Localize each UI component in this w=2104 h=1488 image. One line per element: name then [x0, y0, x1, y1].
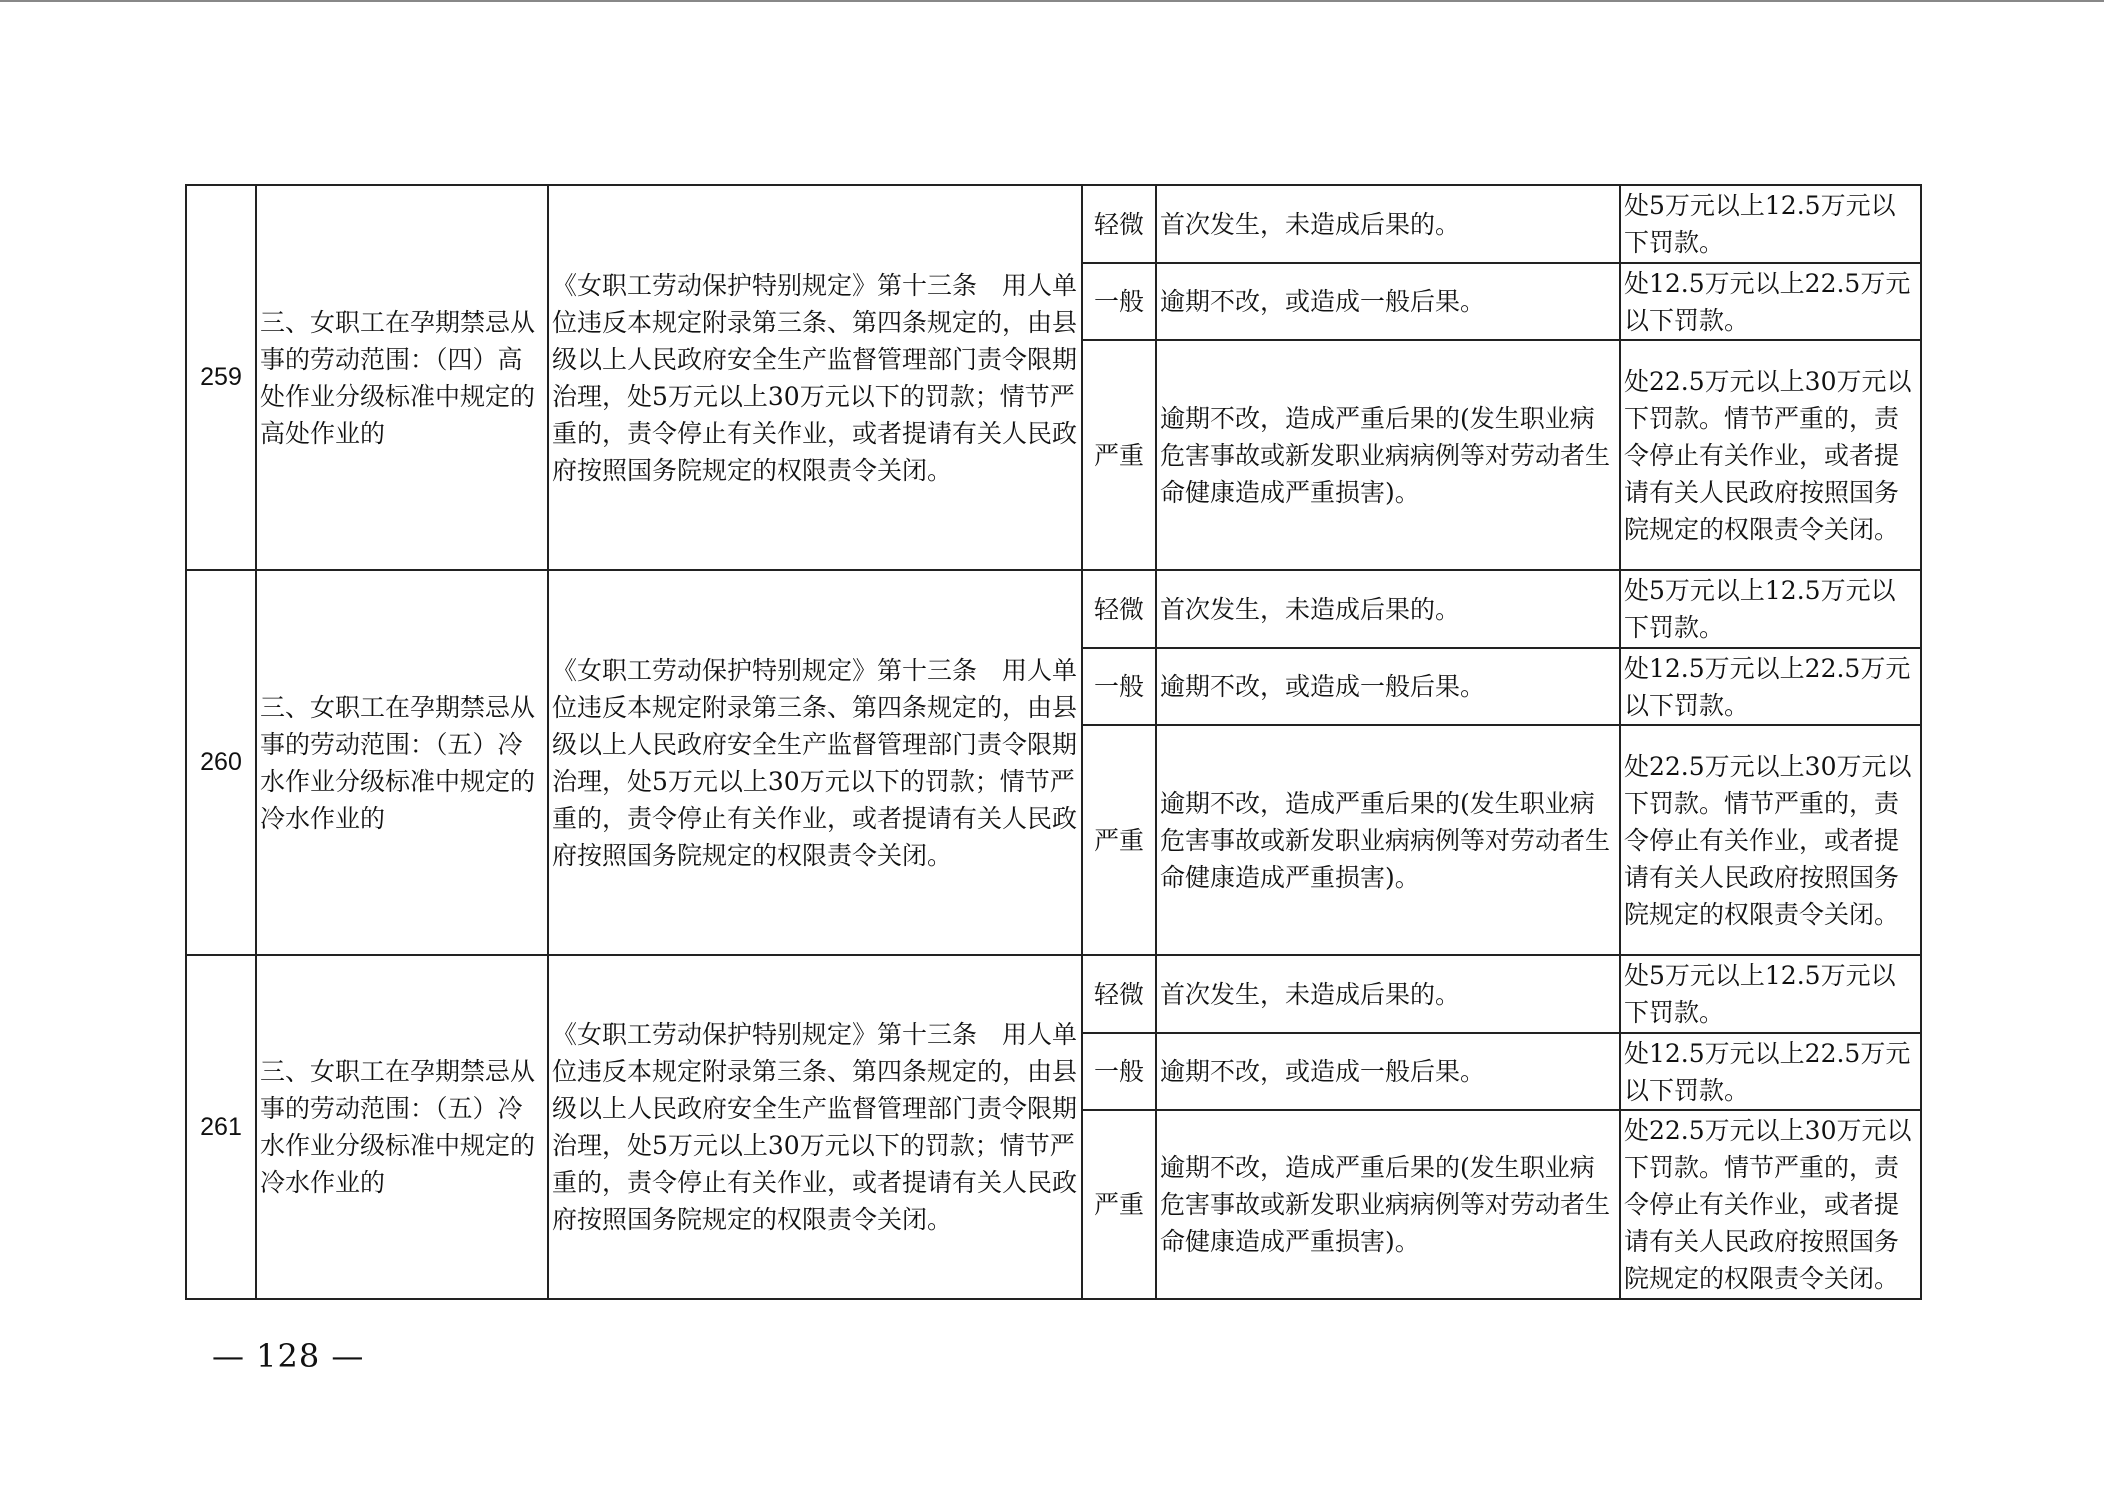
level-label: 一般: [1082, 1033, 1156, 1110]
level-label: 一般: [1082, 263, 1156, 340]
penalty-standard-table: [185, 184, 1922, 1300]
penalty: 处22.5万元以上30万元以下罚款。情节严重的，责令停止有关作业，或者提请有关人民政府按照国务院规定的权限责令关闭。: [1620, 1110, 1921, 1299]
penalty: 处22.5万元以上30万元以下罚款。情节严重的，责令停止有关作业，或者提请有关人民政府按照国务院规定的权限责令关闭。: [1620, 725, 1921, 955]
penalty: 处12.5万元以上22.5万元以下罚款。: [1620, 648, 1921, 725]
circumstance: 逾期不改，或造成一般后果。: [1156, 1033, 1620, 1110]
circumstance: 逾期不改，或造成一般后果。: [1156, 263, 1620, 340]
level-label: 一般: [1082, 648, 1156, 725]
violation-item: 三、女职工在孕期禁忌从事的劳动范围：（四）高处作业分级标准中规定的高处作业的: [256, 185, 548, 570]
level-label: 轻微: [1082, 570, 1156, 648]
circumstance: 逾期不改，或造成一般后果。: [1156, 648, 1620, 725]
penalty: 处5万元以上12.5万元以下罚款。: [1620, 570, 1921, 648]
table-row: [186, 185, 1921, 263]
penalty: 处12.5万元以上22.5万元以下罚款。: [1620, 1033, 1921, 1110]
page-number: — 128 —: [212, 1337, 365, 1375]
legal-basis: 《女职工劳动保护特别规定》第十三条 用人单位违反本规定附录第三条、第四条规定的，由县级以上人民政府安全生产监督管理部门责令限期治理，处5万元以上30万元以下的罚款；情节严重的，责令停止有关作业，或者提请有关人民政府按照国务院规定的权限责令关闭。: [548, 185, 1082, 570]
level-label: 严重: [1082, 725, 1156, 955]
violation-item: 三、女职工在孕期禁忌从事的劳动范围：（五）冷水作业分级标准中规定的冷水作业的: [256, 570, 548, 955]
item-number: 259: [186, 185, 256, 570]
table-row: [186, 955, 1921, 1033]
penalty: 处5万元以上12.5万元以下罚款。: [1620, 955, 1921, 1033]
level-label: 严重: [1082, 1110, 1156, 1299]
circumstance: 首次发生，未造成后果的。: [1156, 570, 1620, 648]
level-label: 轻微: [1082, 955, 1156, 1033]
legal-basis: 《女职工劳动保护特别规定》第十三条 用人单位违反本规定附录第三条、第四条规定的，由县级以上人民政府安全生产监督管理部门责令限期治理，处5万元以上30万元以下的罚款；情节严重的，责令停止有关作业，或者提请有关人民政府按照国务院规定的权限责令关闭。: [548, 955, 1082, 1299]
penalty: 处5万元以上12.5万元以下罚款。: [1620, 185, 1921, 263]
circumstance: 首次发生，未造成后果的。: [1156, 185, 1620, 263]
level-label: 严重: [1082, 340, 1156, 570]
item-number: 261: [186, 955, 256, 1299]
circumstance: 逾期不改，造成严重后果的(发生职业病危害事故或新发职业病病例等对劳动者生命健康造成严重损害)。: [1156, 725, 1620, 955]
level-label: 轻微: [1082, 185, 1156, 263]
circumstance: 逾期不改，造成严重后果的(发生职业病危害事故或新发职业病病例等对劳动者生命健康造成严重损害)。: [1156, 340, 1620, 570]
legal-basis: 《女职工劳动保护特别规定》第十三条 用人单位违反本规定附录第三条、第四条规定的，由县级以上人民政府安全生产监督管理部门责令限期治理，处5万元以上30万元以下的罚款；情节严重的，责令停止有关作业，或者提请有关人民政府按照国务院规定的权限责令关闭。: [548, 570, 1082, 955]
circumstance: 首次发生，未造成后果的。: [1156, 955, 1620, 1033]
item-number: 260: [186, 570, 256, 955]
page-top-border: [0, 0, 2104, 2]
table-row: [186, 570, 1921, 648]
penalty: 处12.5万元以上22.5万元以下罚款。: [1620, 263, 1921, 340]
circumstance: 逾期不改，造成严重后果的(发生职业病危害事故或新发职业病病例等对劳动者生命健康造成严重损害)。: [1156, 1110, 1620, 1299]
penalty: 处22.5万元以上30万元以下罚款。情节严重的，责令停止有关作业，或者提请有关人民政府按照国务院规定的权限责令关闭。: [1620, 340, 1921, 570]
violation-item: 三、女职工在孕期禁忌从事的劳动范围：（五）冷水作业分级标准中规定的冷水作业的: [256, 955, 548, 1299]
